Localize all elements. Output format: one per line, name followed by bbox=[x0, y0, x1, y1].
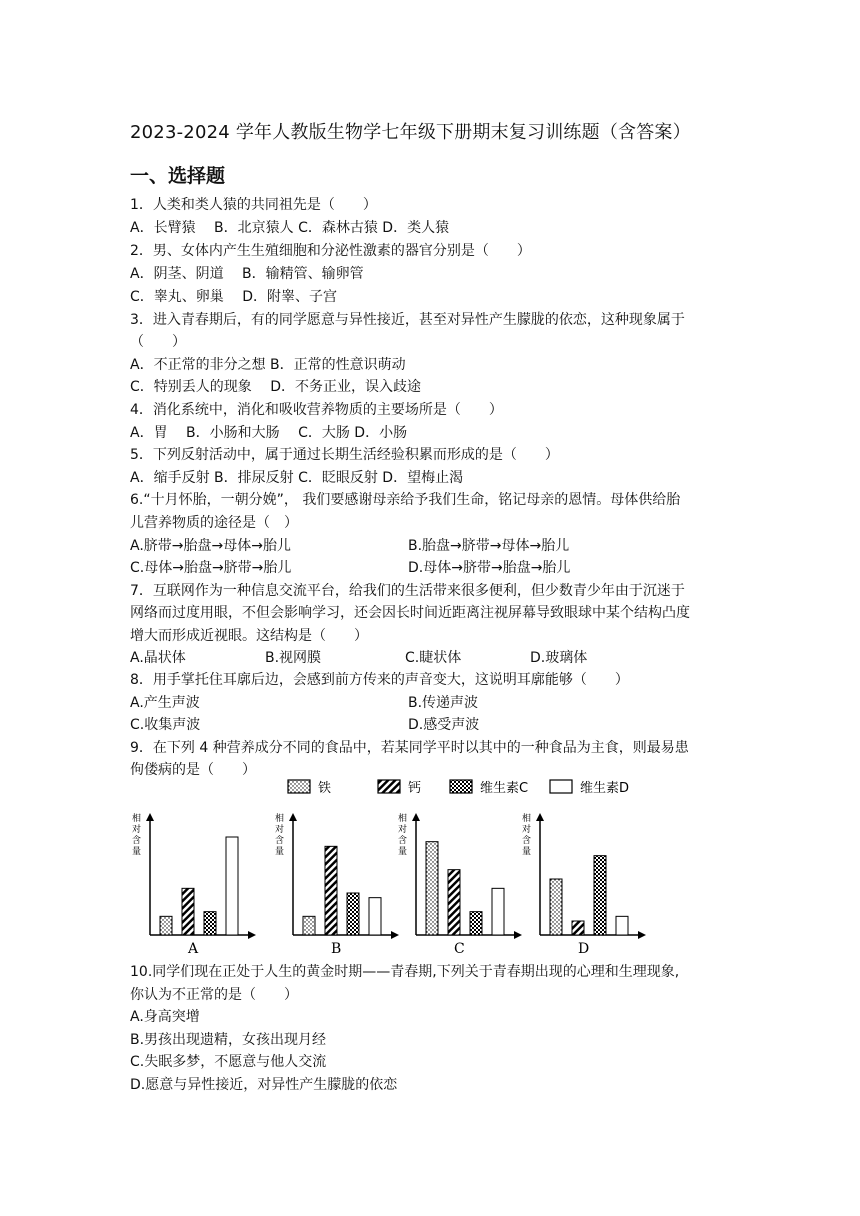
category-label: B bbox=[331, 941, 342, 955]
question-8-option-d: D.感受声波 bbox=[408, 717, 480, 733]
y-axis-arrow bbox=[146, 813, 154, 821]
bar-d-2 bbox=[594, 856, 606, 935]
question-7-option-a: A.晶状体 bbox=[130, 650, 186, 666]
legend-swatch bbox=[550, 780, 572, 793]
question-1-options: A．长臂猿 B．北京猿人 C．森林古猿 D．类人猿 bbox=[130, 220, 450, 236]
question-9-stem: 佝偻病的是（ ） bbox=[130, 762, 256, 778]
nutrient-bar-charts bbox=[130, 775, 650, 955]
y-axis-label: 量 bbox=[275, 847, 285, 857]
x-axis-arrow bbox=[391, 931, 399, 939]
legend-label: 维生素D bbox=[580, 781, 630, 796]
y-axis-label: 相 bbox=[132, 814, 142, 824]
question-4-stem: 4．消化系统中，消化和吸收营养物质的主要场所是（ ） bbox=[130, 402, 503, 418]
question-6-option-b: B.胎盘→脐带→母体→胎儿 bbox=[408, 538, 570, 554]
chart-panel-c bbox=[398, 812, 522, 955]
y-axis-label: 量 bbox=[132, 847, 142, 857]
question-5-options: A．缩手反射 B．排尿反射 C．眨眼反射 D．望梅止渴 bbox=[130, 470, 464, 486]
bar-d-0 bbox=[550, 879, 562, 935]
y-axis-label: 量 bbox=[522, 847, 532, 857]
question-8-stem: 8．用手掌托住耳廓后边，会感到前方传来的声音变大，这说明耳廓能够（ ） bbox=[130, 672, 629, 688]
bar-a-0 bbox=[160, 916, 172, 935]
y-axis-arrow bbox=[536, 813, 544, 821]
question-10-stem: 10.同学们现在正处于人生的黄金时期——青春期,下列关于青春期出现的心理和生理现象, bbox=[130, 964, 680, 980]
question-8-option-a: A.产生声波 bbox=[130, 695, 200, 711]
legend-label: 维生素C bbox=[480, 781, 529, 796]
legend-label: 钙 bbox=[408, 781, 422, 796]
chart-panel-b bbox=[275, 812, 399, 955]
y-axis-label: 对 bbox=[132, 825, 142, 835]
category-label: D bbox=[578, 941, 590, 955]
question-7-option-d: D.玻璃体 bbox=[530, 650, 588, 666]
bar-b-1 bbox=[325, 846, 337, 935]
nutrient-chart-svg bbox=[130, 775, 650, 955]
bar-b-0 bbox=[303, 916, 315, 935]
question-6-stem: 6.“十月怀胎，一朝分娩”， 我们要感谢母亲给予我们生命，铭记母亲的恩情。母体供给胎 bbox=[130, 492, 681, 508]
y-axis-label: 对 bbox=[522, 825, 532, 835]
legend-item bbox=[288, 780, 331, 796]
document-title: 2023-2024 学年人教版生物学七年级下册期末复习训练题（含答案） bbox=[130, 122, 691, 143]
question-7-stem: 增大而形成近视眼。这结构是（ ） bbox=[130, 628, 368, 644]
question-3-stem: （ ） bbox=[130, 334, 186, 350]
question-6-option-d: D.母体→脐带→胎盘→胎儿 bbox=[408, 560, 571, 576]
y-axis-arrow bbox=[412, 813, 420, 821]
y-axis-label: 相 bbox=[275, 814, 285, 824]
legend-label: 铁 bbox=[318, 781, 332, 796]
bar-c-3 bbox=[492, 888, 504, 935]
chart-panel-d bbox=[522, 812, 646, 955]
y-axis-label: 对 bbox=[398, 825, 408, 835]
question-7-option-b: B.视网膜 bbox=[265, 650, 322, 666]
bar-c-1 bbox=[448, 870, 460, 935]
category-label: C bbox=[454, 941, 465, 955]
question-3-options: C．特别丢人的现象 D．不务正业，误入歧途 bbox=[130, 379, 422, 395]
legend-swatch bbox=[288, 780, 310, 793]
y-axis-label: 量 bbox=[398, 847, 408, 857]
question-8-option-b: B.传递声波 bbox=[408, 695, 479, 711]
question-7-option-c: C.睫状体 bbox=[405, 650, 462, 666]
question-9-stem: 9．在下列 4 种营养成分不同的食品中，若某同学平时以其中的一种食品为主食，则最易患 bbox=[130, 740, 689, 756]
question-6-option-a: A.脐带→胎盘→母体→胎儿 bbox=[130, 538, 291, 554]
legend-swatch bbox=[378, 780, 400, 793]
y-axis-label: 相 bbox=[522, 814, 532, 824]
bar-d-3 bbox=[616, 916, 628, 935]
y-axis-arrow bbox=[289, 813, 297, 821]
question-6-option-c: C.母体→胎盘→脐带→胎儿 bbox=[130, 560, 292, 576]
y-axis-label: 含 bbox=[132, 836, 142, 846]
x-axis-arrow bbox=[248, 931, 256, 939]
x-axis-arrow bbox=[638, 931, 646, 939]
legend-item bbox=[550, 780, 629, 796]
question-5-stem: 5．下列反射活动中，属于通过长期生活经验积累而形成的是（ ） bbox=[130, 447, 559, 463]
question-8-option-c: C.收集声波 bbox=[130, 717, 201, 733]
legend-item bbox=[378, 780, 421, 796]
x-axis-arrow bbox=[514, 931, 522, 939]
legend-swatch bbox=[450, 780, 472, 793]
question-2-options: A．阴茎、阴道 B．输精管、输卵管 bbox=[130, 266, 364, 282]
question-7-stem: 7．互联网作为一种信息交流平台，给我们的生活带来很多便利，但少数青少年由于沉迷于 bbox=[130, 583, 685, 599]
question-3-options: A．不正常的非分之想 B．正常的性意识萌动 bbox=[130, 357, 406, 373]
bar-a-2 bbox=[204, 912, 216, 935]
category-label: A bbox=[188, 941, 199, 955]
y-axis-label: 含 bbox=[522, 836, 532, 846]
bar-a-3 bbox=[226, 837, 238, 935]
bar-b-2 bbox=[347, 893, 359, 935]
question-7-stem: 网络而过度用眼，不但会影响学习，还会因长时间近距离注视屏幕导致眼球中某个结构凸度 bbox=[130, 605, 690, 621]
section-heading: 一、选择题 bbox=[130, 165, 226, 187]
y-axis-label: 对 bbox=[275, 825, 285, 835]
question-4-options: A．胃 B．小肠和大肠 C．大肠 D．小肠 bbox=[130, 425, 408, 441]
question-2-options: C．睾丸、卵巢 D．附睾、子宫 bbox=[130, 289, 338, 305]
question-2-stem: 2．男、女体内产生生殖细胞和分泌性激素的器官分别是（ ） bbox=[130, 243, 531, 259]
bar-c-2 bbox=[470, 912, 482, 935]
bar-d-1 bbox=[572, 921, 584, 935]
question-10-option-d: D.愿意与异性接近，对异性产生朦胧的依恋 bbox=[130, 1077, 398, 1093]
question-1-stem: 1．人类和类人猿的共同祖先是（ ） bbox=[130, 197, 377, 213]
y-axis-label: 相 bbox=[398, 814, 408, 824]
question-10-option-b: B.男孩出现遗精，女孩出现月经 bbox=[130, 1032, 327, 1048]
question-10-option-a: A.身高突增 bbox=[130, 1009, 200, 1025]
bar-a-1 bbox=[182, 888, 194, 935]
bar-c-0 bbox=[426, 842, 438, 935]
question-10-stem: 你认为不正常的是（ ） bbox=[130, 987, 298, 1003]
chart-panel-a bbox=[132, 812, 256, 955]
bar-b-3 bbox=[369, 898, 381, 935]
y-axis-label: 含 bbox=[275, 836, 285, 846]
question-10-option-c: C.失眠多梦，不愿意与他人交流 bbox=[130, 1054, 327, 1070]
legend-item bbox=[450, 780, 528, 796]
question-3-stem: 3．进入青春期后，有的同学愿意与异性接近，甚至对异性产生朦胧的依恋，这种现象属于 bbox=[130, 312, 685, 328]
y-axis-label: 含 bbox=[398, 836, 408, 846]
question-6-stem: 儿营养物质的途径是（ ） bbox=[130, 515, 298, 531]
